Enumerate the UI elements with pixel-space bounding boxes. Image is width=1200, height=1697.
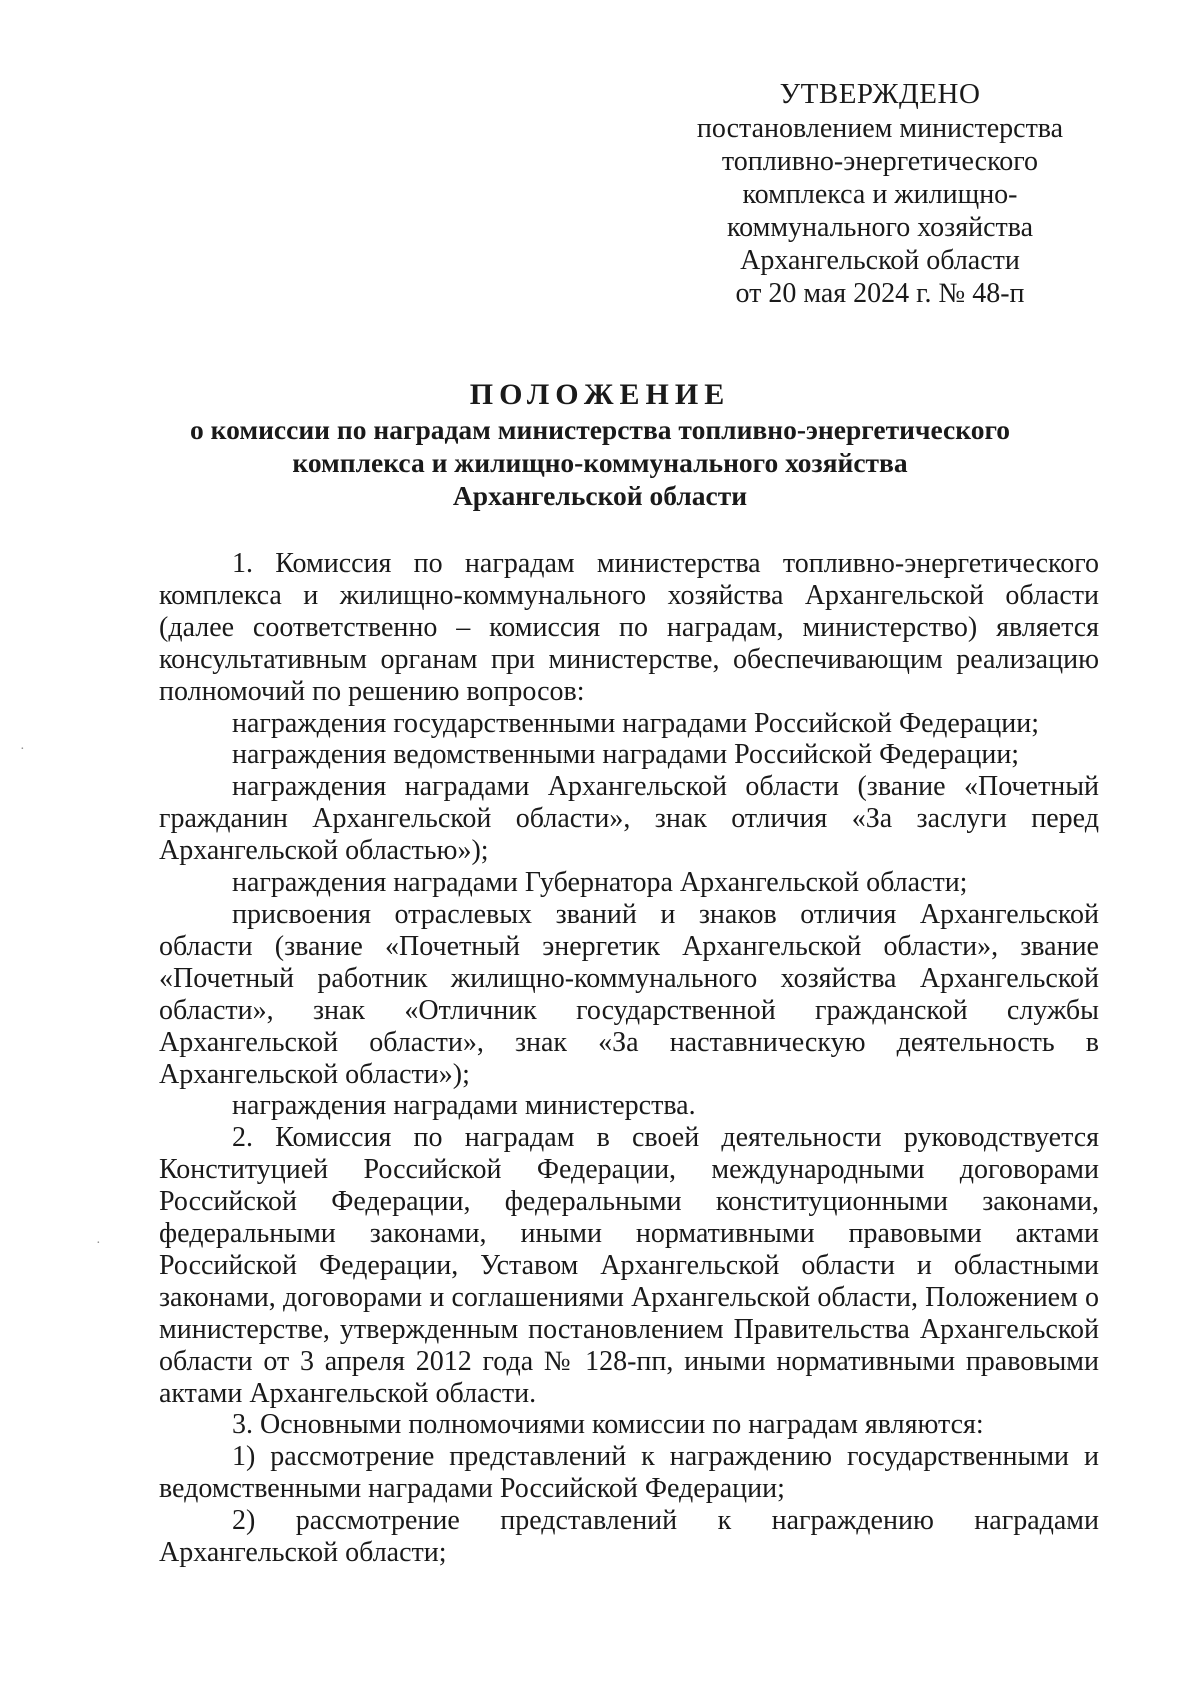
document-body <box>159 548 1099 1569</box>
approval-block <box>660 78 1100 310</box>
document-subtitle-line: о комиссии по наградам министерства топливно-энергетического <box>190 414 1010 445</box>
approval-line: топливно-энергетического <box>721 146 1039 177</box>
document-title: ПОЛОЖЕНИЕ <box>469 378 731 411</box>
document-heading <box>150 378 1050 512</box>
paragraph-subclause-1: 1) рассмотрение представлений к награждению государственными и ведомственными наградами Российской Федерации; <box>159 1441 1099 1505</box>
approval-line: от 20 мая 2024 г. № 48-п <box>735 278 1025 309</box>
document-subtitle-line: Архангельской области <box>452 480 748 511</box>
approval-line: коммунального хозяйства <box>726 212 1034 243</box>
approval-line: постановлением министерства <box>696 113 1064 144</box>
approval-line: Архангельской области <box>740 245 1020 276</box>
paragraph-list-item: присвоения отраслевых званий и знаков отличия Архангельской области (звание «Почетный энергетик Архангельской области», звание «Почетный работник жилищно-коммунального хозяйства Архангельской области», знак «Отличник государственной гражданской службы Архангельской области», знак «За наставническую деятельность в Архангельской области»); <box>159 898 1099 1090</box>
paragraph-list-item: награждения ведомственными наградами Российской Федерации; <box>232 739 1020 771</box>
document-subtitle-line: комплекса и жилищно-коммунального хозяйства <box>292 447 908 478</box>
paragraph-subclause-2: 2) рассмотрение представлений к награждению наградами Архангельской области; <box>159 1505 1099 1569</box>
paragraph-clause-1: 1. Комиссия по наградам министерства топливно-энергетического комплекса и жилищно-коммунального хозяйства Архангельской области (далее соответственно – комиссия по наградам, министерство) является консультативным органам при министерстве, обеспечивающим реализацию полномочий по решению вопросов: <box>159 548 1099 707</box>
paragraph-list-item: награждения наградами Губернатора Архангельской области; <box>232 867 968 899</box>
paragraph-list-item: награждения наградами министерства. <box>232 1090 696 1122</box>
approval-stamp: УТВЕРЖДЕНО <box>779 78 981 110</box>
paragraph-clause-2: 2. Комиссия по наградам в своей деятельности руководствуется Конституцией Российской Федерации, международными договорами Российской Федерации, федеральными конституционными законами, федеральными законами, иными нормативными правовыми актами Российской Федерации, Уставом Архангельской области и областными законами, договорами и соглашениями Архангельской области, Положением о министерстве, утвержденным постановлением Правительства Архангельской области от 3 апреля 2012 года № 128-пп, иными нормативными правовыми актами Архангельской области. <box>159 1122 1099 1409</box>
paragraph-list-item: награждения наградами Архангельской области (звание «Почетный гражданин Архангельской области», знак отличия «За заслуги перед Архангельской областью»); <box>159 771 1099 867</box>
paragraph-clause-3: 3. Основными полномочиями комиссии по наградам являются: <box>232 1409 984 1441</box>
scan-speck: · <box>20 742 25 757</box>
paragraph-list-item: награждения государственными наградами Российской Федерации; <box>232 707 1039 739</box>
approval-line: комплекса и жилищно- <box>742 179 1018 210</box>
scan-speck: · <box>96 1236 101 1251</box>
